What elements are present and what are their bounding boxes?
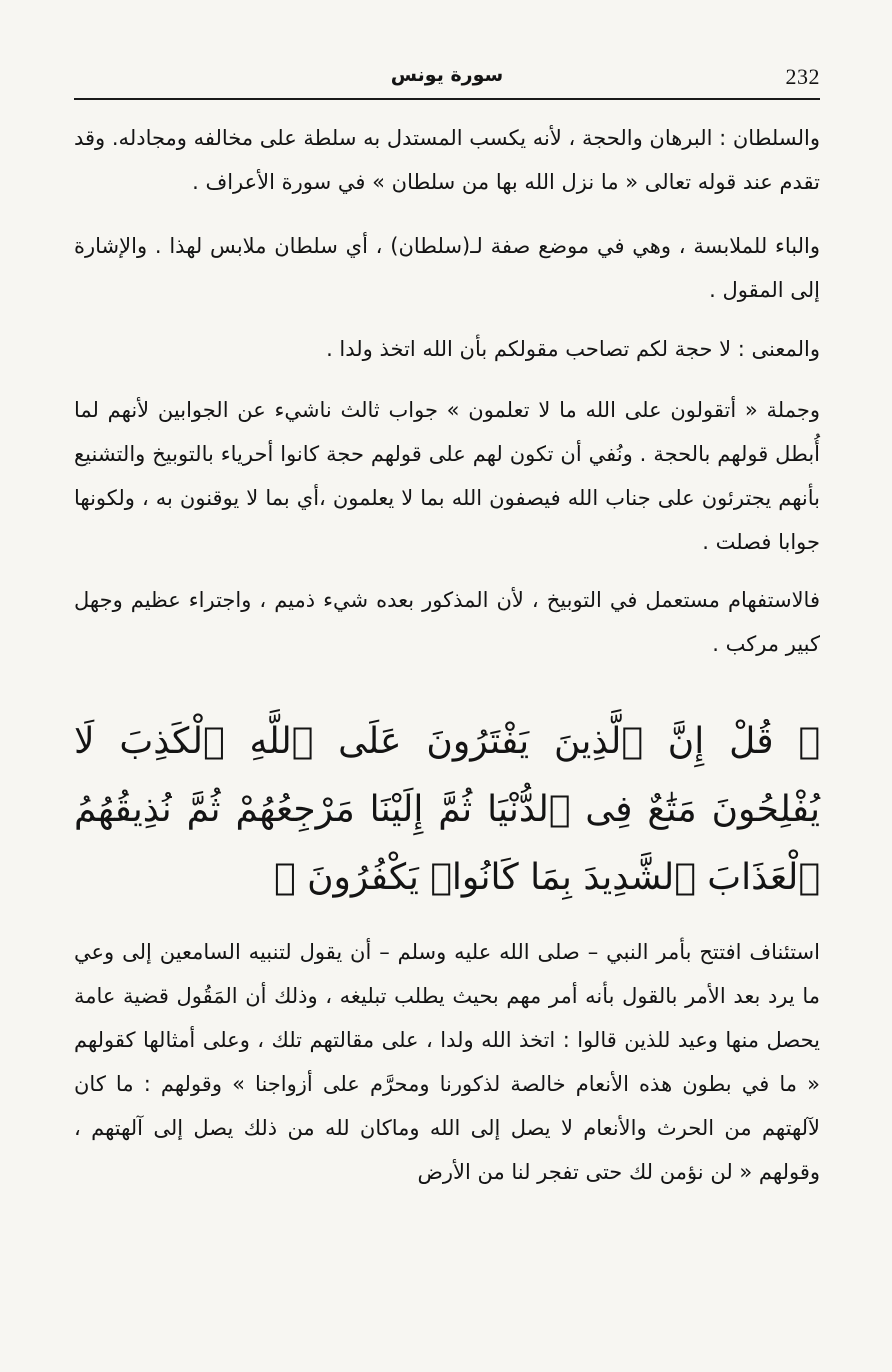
running-title: سورة يونس: [390, 64, 504, 86]
paragraph-sultan-definition: والسلطان : البرهان والحجة ، لأنه يكسب المستدل به سلطة على مخالفه ومجادله. وقد تقدم عند قوله تعالى « ما نزل الله بها من سلطان » في سورة الأعراف .: [74, 126, 820, 194]
paragraph-baa-mulabasa: والباء للملابسة ، وهي في موضع صفة لـ(سلطان) ، أي سلطان ملابس لهذا . والإشارة إلى المقول .: [74, 234, 820, 302]
page-number: 232: [785, 64, 820, 89]
paragraph-third-answer: وجملة « أتقولون على الله ما لا تعلمون » جواب ثالث ناشيء عن الجوابين لأنهم لما أُبطل قولهم بالحجة . ونُفي أن تكون لهم على قولهم حجة كانوا أحرياء بالتوبيخ والتشنيع بأنهم يجترئون على جناب الله فيصفون الله بما لا يعلمون ،أي بما لا يوقنون به ، ولكونها جوابا فصلت .: [74, 398, 820, 554]
paragraph-interrogative: فالاستفهام مستعمل في التوبيخ ، لأن المذكور بعده شيء ذميم ، واجتراء عظيم وجهل كبير مركب .: [74, 588, 820, 656]
quran-verse: ﴿ قُلْ إِنَّ ٱلَّذِينَ يَفْتَرُونَ عَلَى ٱللَّهِ ٱلْكَذِبَ لَا يُفْلِحُونَ مَتَٰعٌ فِى ٱلدُّنْيَا ثُمَّ إِلَيْنَا مَرْجِعُهُمْ ثُمَّ نُذِيقُهُمُ ٱلْعَذَابَ ٱلشَّدِيدَ بِمَا كَانُوا۟ يَكْفُرُونَ ﴾: [74, 721, 820, 898]
paragraph-meaning: والمعنى : لا حجة لكم تصاحب مقولكم بأن الله اتخذ ولدا .: [326, 337, 820, 361]
paragraph-commentary: استئناف افتتح بأمر النبي – صلى الله عليه وسلم – أن يقول لتنبيه السامعين إلى وعي ما يرد بعد الأمر بالقول بأنه أمر مهم بحيث يطلب تبليغه ، وذلك أن المَقُول قضية عامة يحصل منها وعيد للذين قالوا : اتخذ الله ولدا ، على مقالتهم تلك ، وعلى أمثالها كقولهم « ما في بطون هذه الأنعام خالصة لذكورنا ومحرَّم على أزواجنا » وقولهم : ما كان لآلهتهم من الحرث والأنعام لا يصل إلى الله وماكان لله من ذلك يصل إلى آلهتهم ، وقولهم « لن نؤمن لك حتى تفجر لنا من الأرض: [74, 940, 820, 1184]
page-header: [74, 58, 820, 100]
